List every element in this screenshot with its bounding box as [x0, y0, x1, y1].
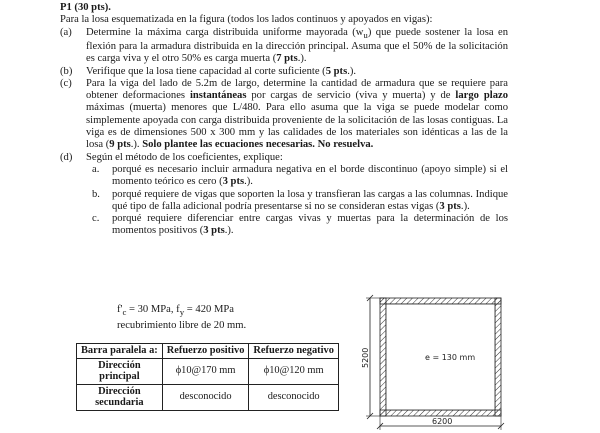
problem-intro: Para la losa esquematizada en la figura (todos los lados continuos y apoyados en vigas): [60, 14, 433, 26]
support-top [380, 298, 501, 304]
side-dimension-label: 5200 [361, 347, 370, 368]
material-strengths: $f'_c = 30$ MPa, $f_y = 420$ MPa [117, 304, 234, 318]
item-b-label: (b) [60, 65, 73, 77]
item-a-points: 7 pts [276, 53, 298, 65]
concrete-cover: recubrimiento libre de 20 mm. [117, 320, 247, 332]
support-left [380, 298, 386, 416]
item-b-points: 5 pts [325, 65, 348, 77]
item-d: (d) Según el método de los coeficientes, explique: [60, 151, 283, 163]
item-d-subitems [86, 164, 508, 238]
table-cell: desconocido [162, 384, 249, 410]
table-row [77, 358, 339, 384]
item-c-label: (c) [60, 77, 72, 89]
row-header: Dirección principal [77, 358, 163, 384]
reinforcement-table [76, 343, 339, 411]
row-header: Dirección secundaria [77, 384, 163, 410]
item-a-label: (a) [60, 26, 72, 38]
item-c-note: Solo plantee las ecuaciones necesarias. No resuelva. [142, 139, 374, 151]
material-properties [117, 303, 246, 332]
support-right [495, 298, 501, 416]
slab-thickness-label: e = 130 mm [425, 353, 476, 362]
bottom-dimension-label: 6200 [432, 417, 453, 426]
subitem-a: a. porqué es necesario incluir armadura negativa en el borde discontinuo (apoyo simple) si el momento teórico es cero (3 pts.). [92, 163, 508, 188]
table-cell: ϕ10@170 mm [162, 358, 249, 384]
table-row [77, 384, 339, 410]
table-cell: ϕ10@120 mm [249, 358, 339, 384]
column-header: Refuerzo positivo [162, 344, 249, 359]
support-bottom [380, 410, 501, 416]
item-c: (c) Para la viga del lado de 5.2m de largo, determine la cantidad de armadura que se requiere para obtener deformaciones instantáneas por cargas de servicio (viva y muerta) y de largo plazo máximas (muerta) menores que L/480. Para ello asuma que la viga se puede modelar como simplemente apoyada con carga distribuida proveniente de la solicitación de las losas contiguas. La viga es de dimensiones 500 x 300 mm y las calidades de los materiales son idénticas a las de la losa (9 pts.). Solo plantee las ecuaciones necesarias. No resuelva. [60, 77, 508, 151]
item-d-label: (d) [60, 151, 73, 163]
table-header-row [77, 344, 339, 359]
item-a: (a) Determine la máxima carga distribuida uniforme mayorada $(w_u)$ que puede sostener la losa en flexión para la armadura distribuida en la dirección principal. Asuma que el 50% de la solicitación es carga viva y el otro 50% es carga muerta (7 pts.). [60, 26, 508, 65]
slab-figure [356, 292, 516, 433]
column-header: Refuerzo negativo [249, 344, 339, 359]
column-header: Barra paralela a: [77, 344, 163, 359]
item-c-points: 9 pts [109, 139, 131, 151]
table-cell: desconocido [249, 384, 339, 410]
problem-title: P1 (30 pts). [60, 2, 111, 13]
item-b: (b) Verifique que la losa tiene capacidad al corte suficiente (5 pts.). [60, 65, 357, 77]
subitem-c: c. porqué requiere diferenciar entre cargas vivas y muertas para la determinación de los momentos positivos (3 pts.). [92, 213, 508, 237]
subitem-b: b. porqué requiere de vigas que soporten la losa y transfieran las cargas a las columnas. Indique qué tipo de falla adicional podría presentarse si no se consideran estas vigas (3 pts.). [92, 188, 508, 212]
problem-statement [60, 2, 508, 238]
